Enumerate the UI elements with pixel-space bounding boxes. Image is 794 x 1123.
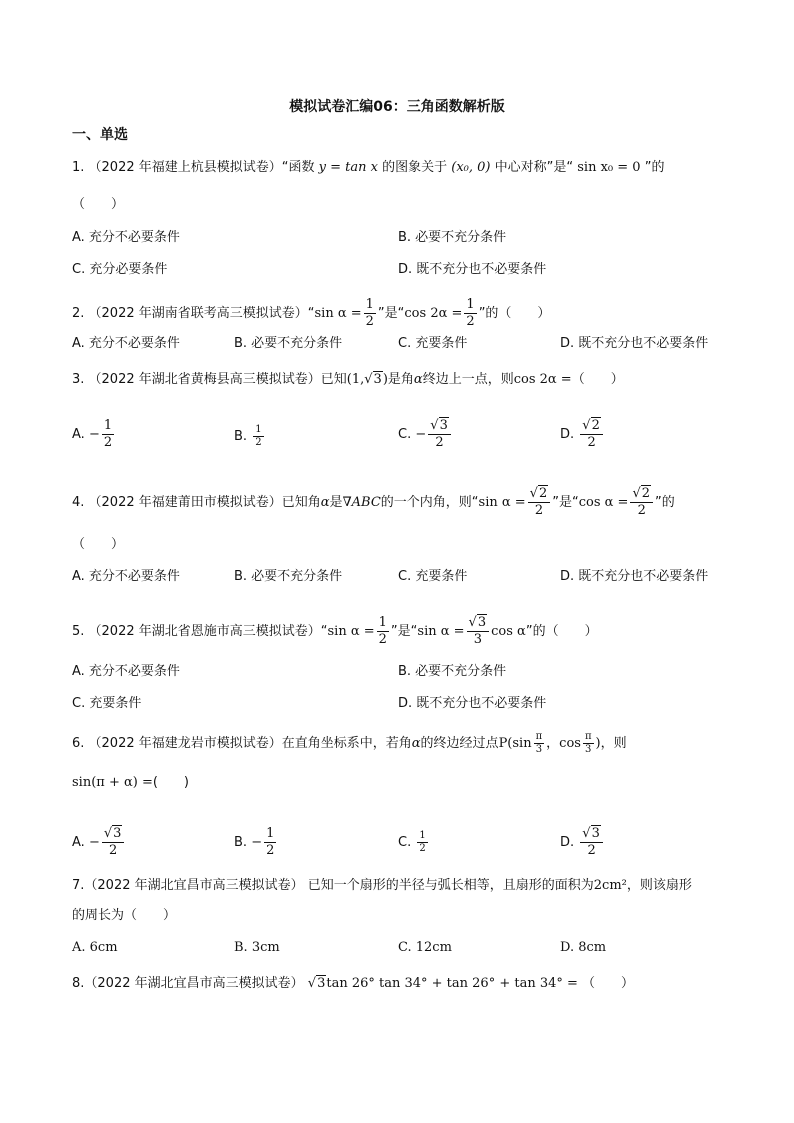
question-6-point: P(sin <box>498 736 532 751</box>
question-1-paren: （ ） <box>72 197 125 212</box>
option-letter: D. <box>560 835 575 850</box>
question-6-ask: sin(π + α) = <box>72 775 153 790</box>
question-5-option-a[interactable]: A. 充分不必要条件 <box>72 664 180 679</box>
question-4-text-3: ”是“ <box>552 495 579 510</box>
radicand: 2 <box>591 418 600 433</box>
question-3-option-c[interactable]: C. − $\frac{√3}{2}$ <box>398 418 453 451</box>
question-6-stem <box>72 731 732 756</box>
radicand: 3 <box>113 826 122 841</box>
question-2-source: 2. （2022 年湖南省联考高三模拟试卷）“ <box>72 306 315 321</box>
question-6-paren: ( ) <box>152 775 190 790</box>
page-title: 模拟试卷汇编06：三角函数解析版 <box>289 99 505 115</box>
question-1-option-c[interactable]: C. 充分必要条件 <box>72 262 168 277</box>
fraction-numerator: 1 <box>103 418 113 433</box>
fraction-denominator: 3 <box>585 744 592 755</box>
fraction-numerator: π <box>584 731 592 742</box>
option-letter: C. <box>398 427 412 442</box>
option-letter: C. <box>398 835 412 850</box>
fraction-numerator: 1 <box>378 615 387 630</box>
question-4-lhs-1: sin α = <box>478 495 526 510</box>
question-1-stem <box>72 158 732 178</box>
fraction-denominator: 2 <box>365 314 374 329</box>
question-1-text-2: 中心对称”是“ <box>494 160 574 175</box>
alpha-symbol: α <box>413 372 423 387</box>
question-4-option-c[interactable]: C. 充要条件 <box>398 569 468 584</box>
fraction-numerator: 1 <box>266 826 275 841</box>
question-4-option-a[interactable]: A. 充分不必要条件 <box>72 569 180 584</box>
question-8-paren: （ ） <box>582 976 635 991</box>
fraction-denominator: 2 <box>587 435 596 450</box>
question-3-point: (1, <box>346 372 365 387</box>
question-2-option-a[interactable]: A. 充分不必要条件 <box>72 336 180 351</box>
question-3-ask: cos 2α = <box>513 372 572 387</box>
question-5-cos-alpha: cos α <box>491 624 526 639</box>
question-6-option-d[interactable]: D. $\frac{√3}{2}$ <box>560 826 605 859</box>
question-5-source: 5. （2022 年湖北省恩施市高三模拟试卷）“ <box>72 624 328 639</box>
question-5-lhs-1: sin α = <box>327 624 375 639</box>
question-5-lhs-2: sin α = <box>417 624 465 639</box>
question-1-option-b[interactable]: B. 必要不充分条件 <box>398 230 507 245</box>
question-1-point: (x₀, 0) <box>451 160 491 175</box>
question-6-text-2: )，则 <box>595 736 627 751</box>
question-4-text-2: 的一个内角，则“ <box>380 495 479 510</box>
question-4-text-4: ”的 <box>655 495 675 510</box>
alpha-symbol: α <box>411 736 421 751</box>
fraction-denominator: 2 <box>587 843 596 858</box>
minus-sign: − <box>251 835 263 850</box>
question-7-text: 7.（2022 年湖北宜昌市高三模拟试卷） 已知一个扇形的半径与弧长相等，且扇形的面积为 <box>72 878 594 893</box>
minus-sign: − <box>88 835 100 850</box>
radicand: 2 <box>641 486 651 501</box>
fraction-numerator: 1 <box>466 297 475 312</box>
question-3-point-close: ) <box>382 372 388 387</box>
question-7-option-d[interactable]: D. 8cm <box>560 940 607 955</box>
option-letter: B. <box>234 835 248 850</box>
question-5-text: ”是“ <box>390 624 418 639</box>
fraction-denominator: 2 <box>103 435 113 450</box>
question-5-option-c[interactable]: C. 充要条件 <box>72 696 142 711</box>
fraction-denominator: 2 <box>466 314 475 329</box>
question-3-source: 3. （2022 年湖北省黄梅县高三模拟试卷）已知 <box>72 372 347 387</box>
fraction-numerator: 1 <box>365 297 374 312</box>
question-5-option-b[interactable]: B. 必要不充分条件 <box>398 664 507 679</box>
fraction-denominator: 2 <box>534 503 544 518</box>
question-4-stem: 4. （2022 年福建莆田市模拟试卷）已知角α是∇ABC的一个内角，则“sin α = $\frac{√2}{2}$ ”是“cos α = $\frac{√2}{2}$ ”的 <box>72 486 675 518</box>
question-2-option-c[interactable]: C. 充要条件 <box>398 336 468 351</box>
option-letter: A. <box>72 427 85 442</box>
question-2-option-b[interactable]: B. 必要不充分条件 <box>234 336 343 351</box>
radicand: 3 <box>373 372 382 387</box>
question-8-source: 8.（2022 年湖北宜昌市高三模拟试卷） <box>72 976 304 991</box>
question-6-source: 6. （2022 年福建龙岩市模拟试卷）在直角坐标系中，若角 <box>72 736 412 751</box>
question-6-cos: ，cos <box>546 736 581 751</box>
question-6-ask-line <box>72 773 732 793</box>
question-3-option-b[interactable] <box>234 424 266 449</box>
question-6-option-a[interactable]: A. − $\frac{√3}{2}$ <box>72 826 126 859</box>
radicand: 3 <box>439 418 448 433</box>
question-1-option-d[interactable]: D. 既不充分也不必要条件 <box>398 262 547 277</box>
question-1-condition: sin x₀ = 0 <box>577 160 641 175</box>
question-4-paren: （ ） <box>72 537 125 552</box>
fraction-denominator: 2 <box>108 843 118 858</box>
fraction-numerator: 1 <box>255 424 262 435</box>
alpha-symbol: α <box>320 495 330 510</box>
question-1-source: 1. （2022 年福建上杭县模拟试卷）“函数 <box>72 160 315 175</box>
question-2-lhs-1: sin α = <box>314 306 362 321</box>
question-7-text-2: ，则该扇形 <box>626 878 692 893</box>
question-3-paren: （ ） <box>571 372 624 387</box>
question-2-option-d[interactable]: D. 既不充分也不必要条件 <box>560 336 709 351</box>
radicand: 3 <box>477 615 487 630</box>
section-heading: 一、单选 <box>72 127 128 143</box>
question-8-stem: 8.（2022 年湖北宜昌市高三模拟试卷） √3tan 26° tan 34° + tan 26° + tan 34° = （ ） <box>72 976 635 991</box>
option-letter: D. <box>560 427 575 442</box>
question-3-text: 是角 <box>387 372 414 387</box>
fraction-denominator: 2 <box>637 503 646 518</box>
question-7-option-b[interactable]: B. 3cm <box>234 940 280 955</box>
radicand: 2 <box>538 486 548 501</box>
question-4-text: 是 <box>329 495 343 510</box>
question-6-text: 的终边经过点 <box>420 736 499 751</box>
question-1-function: y = tan x <box>318 160 378 175</box>
question-7-area: 2cm² <box>593 878 627 893</box>
question-2-text-2: ”的（ ） <box>478 306 551 321</box>
radicand: 3 <box>317 976 326 991</box>
question-1-text-3: ”的 <box>644 160 665 175</box>
question-6-option-c[interactable] <box>398 830 430 855</box>
fraction-denominator: 3 <box>535 744 543 755</box>
radicand: 3 <box>591 826 600 841</box>
fraction-denominator: 2 <box>255 437 262 448</box>
question-1-text: 的图象关于 <box>382 160 448 175</box>
triangle-abc: ∇ABC <box>342 495 381 510</box>
question-3-option-d[interactable]: D. $\frac{√2}{2}$ <box>560 418 605 451</box>
question-7-stem-line-2: 的周长为（ ） <box>72 908 177 923</box>
question-6-option-b[interactable] <box>234 826 278 859</box>
fraction-numerator: 1 <box>419 830 426 841</box>
question-7-stem <box>72 876 732 896</box>
question-5-text-2: ”的（ ） <box>525 624 598 639</box>
question-5-stem: 5. （2022 年湖北省恩施市高三模拟试卷）“sin α = $\frac{1}{2}$ ”是“sin α = $\frac{√3}{3}$ cos α”的（ ） <box>72 615 598 647</box>
fraction-denominator: 3 <box>473 632 482 647</box>
question-4-option-b[interactable]: B. 必要不充分条件 <box>234 569 343 584</box>
question-7-option-a[interactable]: A. 6cm <box>72 940 118 955</box>
question-4-source: 4. （2022 年福建莆田市模拟试卷）已知角 <box>72 495 321 510</box>
question-2-lhs-2: cos 2α = <box>404 306 463 321</box>
question-3-option-a[interactable] <box>72 418 116 451</box>
question-5-option-d[interactable]: D. 既不充分也不必要条件 <box>398 696 547 711</box>
minus-sign: − <box>415 427 427 442</box>
option-letter: B. <box>234 429 248 444</box>
question-1-option-a[interactable]: A. 充分不必要条件 <box>72 230 180 245</box>
fraction-denominator: 2 <box>419 843 426 854</box>
question-4-lhs-2: cos α = <box>578 495 629 510</box>
minus-sign: − <box>88 427 100 442</box>
question-2-text: ”是“ <box>377 306 405 321</box>
option-letter: A. <box>72 835 85 850</box>
fraction-denominator: 2 <box>435 435 444 450</box>
fraction-denominator: 2 <box>266 843 275 858</box>
question-4-option-d[interactable]: D. 既不充分也不必要条件 <box>560 569 709 584</box>
question-8-expression: tan 26° tan 34° + tan 26° + tan 34° = <box>326 976 578 991</box>
question-7-option-c[interactable]: C. 12cm <box>398 940 452 955</box>
question-2-stem <box>72 297 732 330</box>
question-3-text-2: 终边上一点，则 <box>422 372 514 387</box>
question-3-stem: 3. （2022 年湖北省黄梅县高三模拟试卷）已知(1,√3)是角α终边上一点，则cos 2α =（ ） <box>72 372 624 387</box>
fraction-denominator: 2 <box>378 632 387 647</box>
fraction-numerator: π <box>535 731 543 742</box>
